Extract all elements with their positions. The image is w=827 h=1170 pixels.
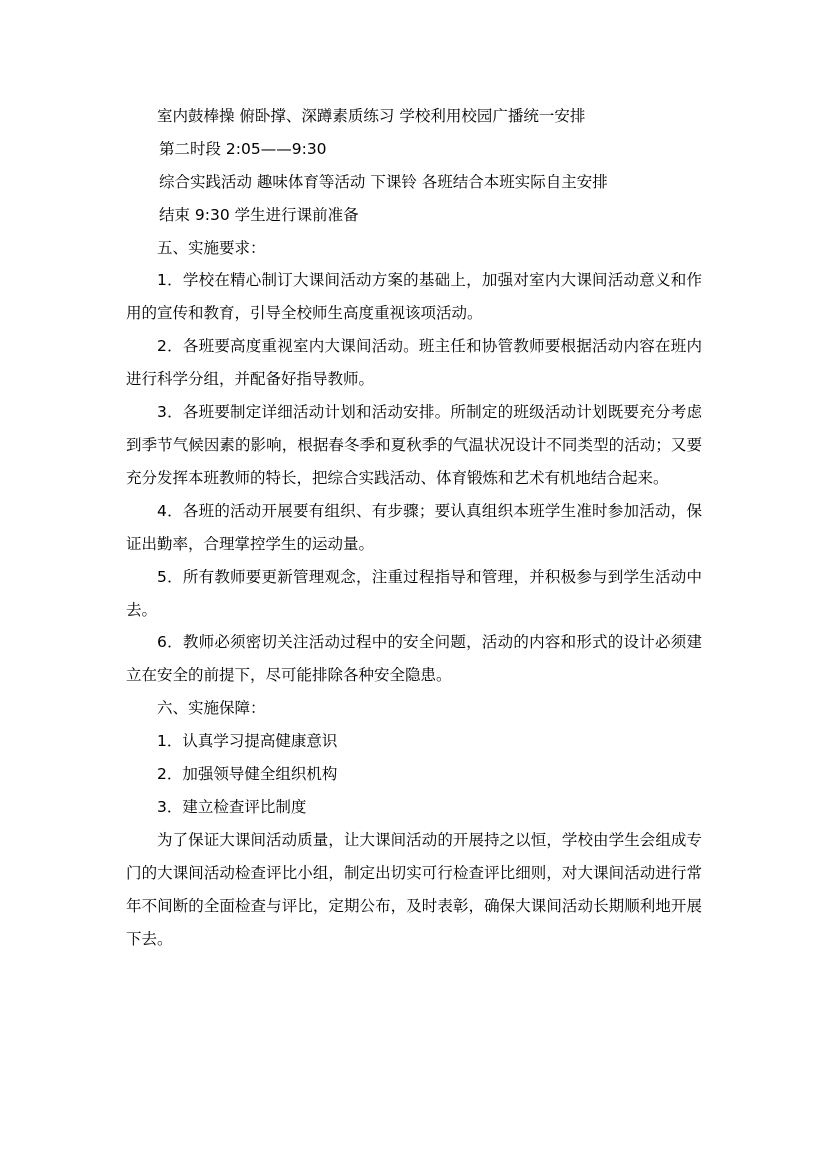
- requirement-item-6: 6．教师必须密切关注活动过程中的安全问题，活动的内容和形式的设计必须建立在安全的前提下，尽可能排除各种安全隐患。: [126, 633, 702, 685]
- requirement-item-3: 3．各班要制定详细活动计划和活动安排。所制定的班级活动计划既要充分考虑到季节气候因素的影响，根据春冬季和夏秋季的气温状况设计不同类型的活动；又要充分发挥本班教师的特长，把综合实践活动、体育锻炼和艺术有机地结合起来。: [126, 403, 702, 487]
- section-heading-requirements: 五、实施要求：: [157, 238, 266, 257]
- schedule-end: 结束 9:30 学生进行课前准备: [159, 205, 359, 224]
- document-page: [126, 100, 702, 955]
- guarantee-item-1: 1．认真学习提高健康意识: [157, 732, 338, 751]
- requirement-item-2: 2．各班要高度重视室内大课间活动。班主任和协管教师要根据活动内容在班内进行科学分组，并配备好指导教师。: [126, 337, 702, 389]
- guarantee-item-3: 3．建立检查评比制度: [157, 797, 307, 816]
- schedule-row-activities: 综合实践活动 趣味体育等活动 下课铃 各班结合本班实际自主安排: [159, 172, 608, 191]
- requirement-item-4: 4．各班的活动开展要有组织、有步骤；要认真组织本班学生准时参加活动，保证出勤率，合理掌控学生的运动量。: [126, 501, 702, 553]
- guarantee-item-2: 2．加强领导健全组织机构: [157, 765, 338, 784]
- guarantee-closing-paragraph: 为了保证大课间活动质量，让大课间活动的开展持之以恒，学校由学生会组成专门的大课间活动检查评比小组，制定出切实可行检查评比细则，对大课间活动进行常年不间断的全面检查与评比，定期公布，及时表彰，确保大课间活动长期顺利地开展下去。: [126, 830, 702, 948]
- section-heading-guarantees: 六、实施保障：: [157, 699, 266, 718]
- requirement-item-5: 5．所有教师要更新管理观念，注重过程指导和管理，并积极参与到学生活动中去。: [126, 567, 702, 619]
- schedule-second-period: 第二时段 2:05——9:30: [159, 139, 327, 158]
- schedule-row-exercise: 室内鼓棒操 俯卧撑、深蹲素质练习 学校利用校园广播统一安排: [157, 107, 586, 125]
- requirement-item-1: 1．学校在精心制订大课间活动方案的基础上，加强对室内大课间活动意义和作用的宣传和教育，引导全校师生高度重视该项活动。: [126, 271, 702, 323]
